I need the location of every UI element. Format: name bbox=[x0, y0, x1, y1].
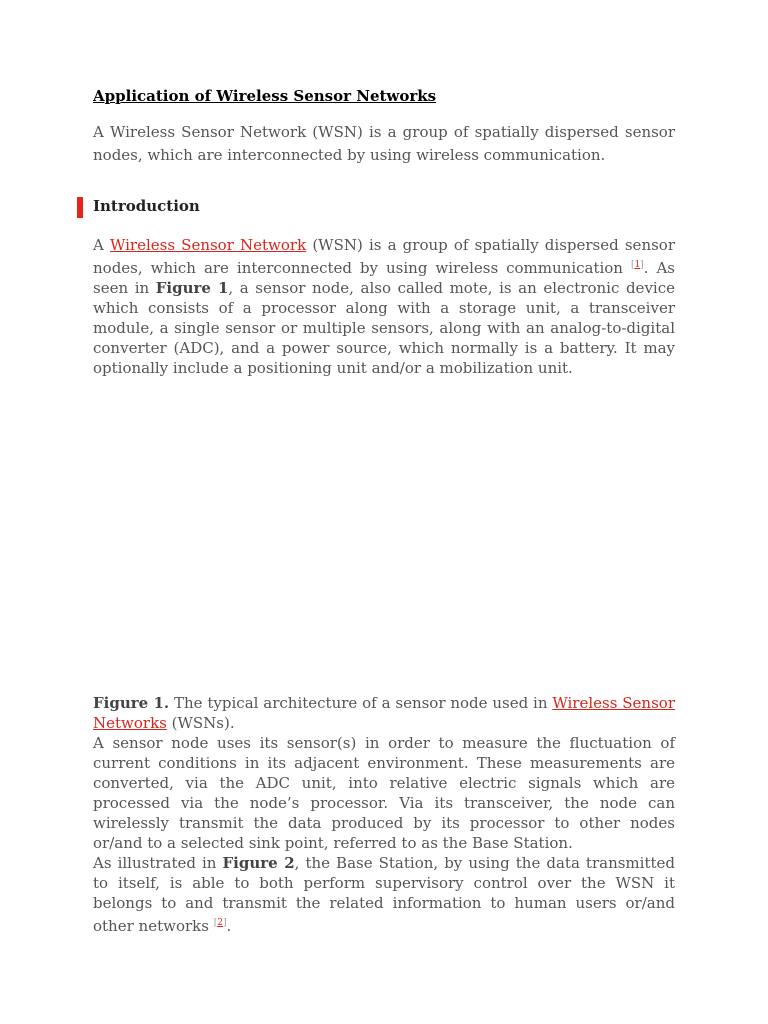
paragraph-base-station bbox=[93, 853, 675, 936]
figure-1-image-placeholder bbox=[93, 385, 675, 685]
section-heading-introduction: Introduction bbox=[93, 197, 200, 215]
citation-link-2[interactable]: 2 bbox=[217, 918, 223, 928]
text-span: , a sensor node, also called mote, is an electronic device which consists of a processor along with a storage unit, a transceiver module, a single sensor or multiple sensors, along with an analog-to-digital converter (ADC), and a power source, which normally is a battery. It may optionally include a positioning unit and/or a mobilization unit. bbox=[93, 279, 675, 377]
caption-text: The typical architecture of a sensor node used in bbox=[169, 694, 553, 712]
text-span: A bbox=[93, 236, 110, 254]
text-span: As illustrated in bbox=[93, 854, 223, 872]
caption-label: Figure 1. bbox=[93, 694, 170, 712]
text-span: , the Base Station, by using the data transmitted to itself, is able to both perform supervisory control over the WSN it belongs to and transmit the related information to human users or/and other networks bbox=[93, 854, 675, 935]
citation-link-1[interactable]: 1 bbox=[634, 260, 641, 270]
citation-bracket-open: [ bbox=[213, 918, 218, 928]
page-title: Application of Wireless Sensor Networks bbox=[93, 87, 437, 105]
citation-bracket-open: [ bbox=[630, 260, 635, 270]
text-span: . As seen in bbox=[93, 259, 675, 297]
citation-bracket-close: ] bbox=[640, 260, 644, 270]
paragraph-sensor-node: A sensor node uses its sensor(s) in order to measure the fluctuation of current conditions in its adjacent environment. These measurements are converted, via the ADC unit, into relative electric signals which are processed via the node’s processor. Via its transceiver, the node can wirelessly transmit the data produced by its processor to other nodes or/and to a selected sink point, referred to as the Base Station. bbox=[93, 734, 675, 852]
wsns-link[interactable]: Wireless Sensor Networks bbox=[93, 694, 675, 732]
citation-bracket-close: ] bbox=[222, 918, 227, 928]
figure-2-reference: Figure 2 bbox=[222, 854, 295, 872]
intro-paragraph: A Wireless Sensor Network (WSN) is a group of spatially dispersed sensor nodes, which are interconnected by using wireless communication. bbox=[93, 123, 675, 164]
text-span: (WSN) is a group of spatially dispersed sensor nodes, which are interconnected by using wireless communication bbox=[93, 236, 675, 277]
paragraph-introduction bbox=[93, 235, 675, 378]
section-accent-bar bbox=[77, 197, 83, 218]
figure-1-caption bbox=[93, 693, 675, 733]
caption-tail: (WSNs). bbox=[166, 714, 235, 732]
text-span: . bbox=[226, 917, 232, 935]
figure-caption-and-body bbox=[93, 693, 675, 936]
figure-1-reference: Figure 1 bbox=[155, 279, 229, 297]
wsn-link[interactable]: Wireless Sensor Network bbox=[109, 236, 307, 254]
